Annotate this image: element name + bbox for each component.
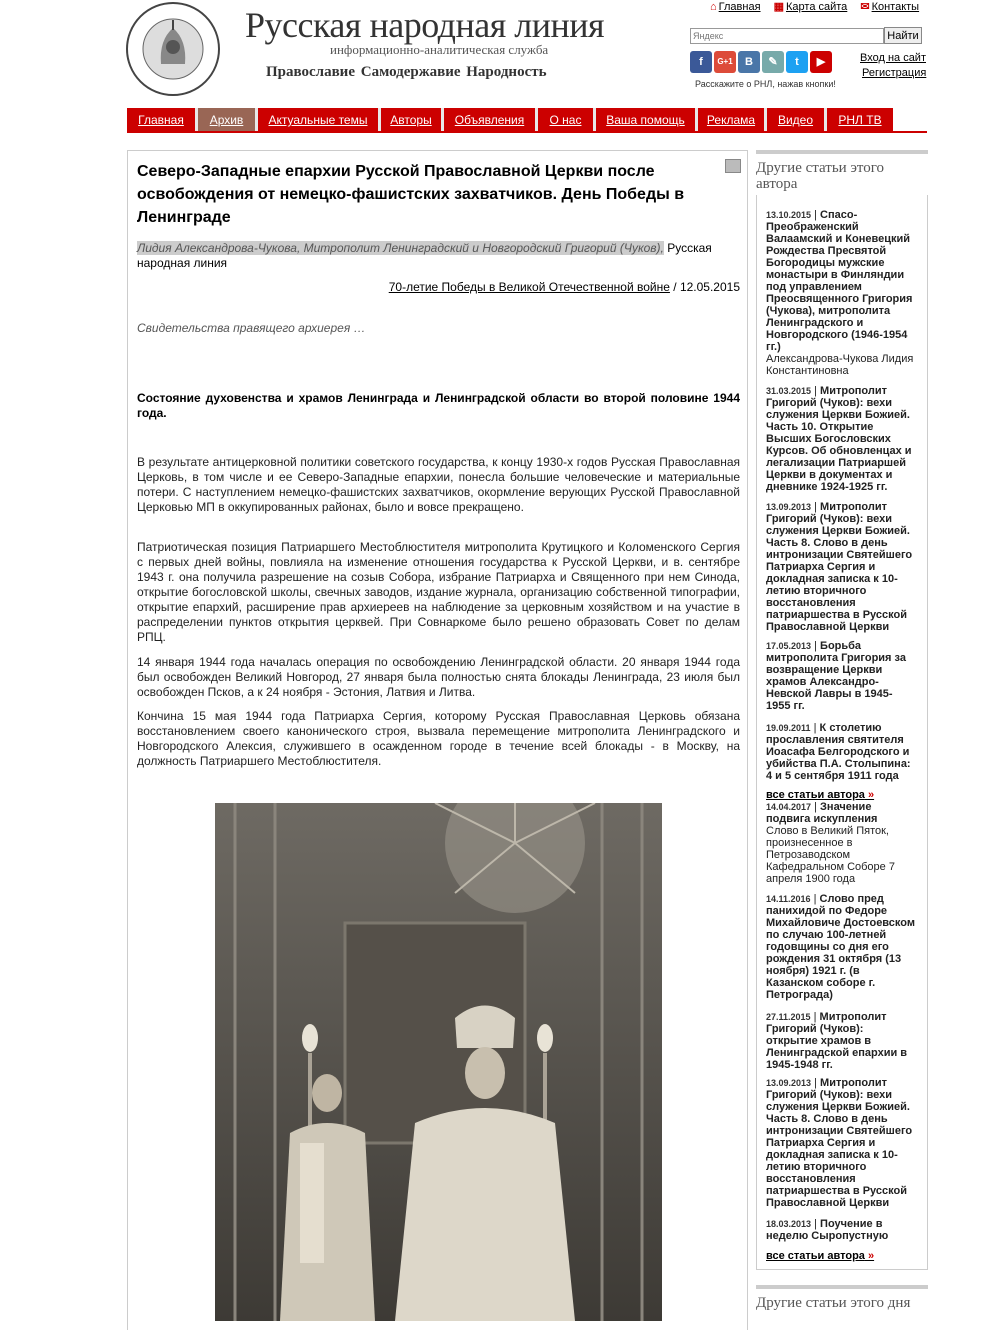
nav-video[interactable]: Видео: [767, 108, 824, 132]
site-motto: Православие Самодержавие Народность: [266, 64, 547, 80]
toplink-home[interactable]: [710, 1, 761, 13]
nav-ads[interactable]: Реклама: [698, 108, 764, 132]
sidebar-author-heading: Другие статьи этого автора: [756, 150, 928, 194]
sidebar-article-title[interactable]: Поучение в неделю Сыропустную: [766, 1218, 889, 1242]
article-paragraph: В результате антицерковной политики советского государства, к концу 1930-х годов Русская Православная Церковь, в том числе и ее Северо-Западные епархии, понесла большие человеческие и материальные потери. С наступлением немецко-фашистских захватчиков, окормление верующих Русской Православной Церковью МП в оккупированных районах, было и вовсе прекращено.: [137, 455, 740, 514]
article-meta: [137, 280, 740, 294]
toplink-sitemap[interactable]: [774, 1, 848, 13]
nav-authors[interactable]: Авторы: [381, 108, 441, 132]
sidebar-article-title[interactable]: Митрополит Григорий (Чуков): вехи служения Церкви Божией. Часть 10. Открытие Высших Богословских Курсов. Об обновленцах и легализации Патриаршей Церкви в документах и дневнике 1924-1925 гг.: [766, 385, 912, 493]
separator: |: [811, 801, 821, 813]
sidebar-article-link[interactable]: [766, 1077, 916, 1209]
login-link[interactable]: Вход на сайт: [860, 52, 926, 64]
article-date: / 12.05.2015: [669, 280, 740, 294]
article-title: Северо-Западные епархии Русской Православной Церкви после освобождения от немецко-фашистских захватчиков. День Победы в Ленинграде: [137, 163, 685, 226]
sidebar-article-date: 14.04.2017: [766, 802, 812, 812]
sidebar-article-date: 14.11.2016: [766, 894, 811, 904]
site-subtitle: информационно-аналитическая служба: [330, 42, 549, 57]
sidebar-article-title[interactable]: Борьба митрополита Григория за возвращение Церкви храмов Александро-Невской Лавры в 1945-1955 гг.: [766, 640, 906, 712]
article-photo: [215, 803, 662, 1321]
sidebar-article-link[interactable]: [766, 1218, 916, 1242]
nav-help[interactable]: Ваша помощь: [596, 108, 695, 132]
all-author-articles-link[interactable]: [766, 789, 874, 801]
sidebar-article-link[interactable]: [766, 501, 916, 633]
sidebar-article-date: 31.03.2015: [766, 386, 812, 396]
sidebar-article-link[interactable]: [766, 801, 916, 885]
nav-rnl-tv[interactable]: РНЛ ТВ: [827, 108, 893, 132]
vkontakte-icon[interactable]: В: [738, 51, 760, 73]
nav-topics[interactable]: Актуальные темы: [258, 108, 378, 132]
all-author-articles-label[interactable]: все статьи автора: [766, 1250, 865, 1262]
sidebar-article-date: 19.09.2011: [766, 723, 811, 733]
sidebar-article-title[interactable]: Значение подвига искупления: [766, 801, 878, 825]
site-title[interactable]: Русская народная линия: [245, 5, 605, 45]
sidebar-article-link[interactable]: [766, 640, 916, 712]
separator: |: [811, 640, 821, 652]
all-author-articles-label[interactable]: все статьи автора: [766, 789, 865, 801]
sidebar-article-title[interactable]: Митрополит Григорий (Чуков): открытие храмов в Ленинградской епархии в 1945-1948 гг.: [766, 1011, 908, 1071]
article-paragraph: 14 января 1944 года началась операция по освобождению Ленинградской области. 20 января 1944 года был освобожден Великий Новгород, 27 января была полностью снята блокады Ленинграда, 23 июля был освобожден Псков, а к 24 ноября - Эстония, Латвия и Литва.: [137, 655, 740, 699]
social-note: Расскажите о РНЛ, нажав кнопки!: [695, 79, 836, 89]
home-icon: ⌂: [710, 1, 717, 13]
sidebar-article-date: 17.05.2013: [766, 641, 812, 651]
contacts-icon: ✉: [860, 1, 870, 13]
sidebar-article-link[interactable]: [766, 209, 916, 377]
sitemap-icon: ▦: [773, 1, 784, 13]
article-byline: [137, 241, 740, 271]
search-input[interactable]: [690, 28, 884, 44]
separator: |: [811, 1218, 821, 1230]
main-nav: [127, 108, 893, 132]
sidebar-article-date: 18.03.2013: [766, 1219, 812, 1229]
separator: |: [811, 385, 821, 397]
sidebar-article-link[interactable]: [766, 893, 916, 1001]
all-author-articles-link[interactable]: [766, 1250, 874, 1262]
article-rubric[interactable]: 70-летие Победы в Великой Отечественной войне: [388, 280, 670, 294]
sidebar-article-subtitle: Слово в Великий Пяток, произнесенное в Петрозаводском Кафедральном Соборе 7 апреля 1900 года: [766, 825, 895, 885]
sidebar-article-link[interactable]: [766, 1011, 916, 1071]
toplink-sitemap-label[interactable]: Карта сайта: [786, 1, 848, 13]
sidebar-article-title[interactable]: Митрополит Григорий (Чуков): вехи служения Церкви Божией. Часть 8. Слово в день интронизации Святейшего Патриарха Сергия и докладная записка к 10-летию вторичного восстановления патриаршества в Русской Православной Церкви: [766, 501, 913, 633]
article-subhead: Состояние духовенства и храмов Ленинграда и Ленинградской области во второй половине 1944 года.: [137, 391, 740, 420]
article-teaser: Свидетельства правящего архиерея …: [137, 321, 366, 335]
article-source: Русская народная линия: [137, 241, 712, 270]
nav-archive[interactable]: Архив: [198, 108, 255, 132]
livejournal-icon[interactable]: ✎: [762, 51, 784, 73]
article-authors[interactable]: Лидия Александрова-Чукова, Митрополит Ленинградский и Новгородский Григорий (Чуков),: [137, 241, 664, 255]
toplink-home-label[interactable]: Главная: [718, 1, 761, 13]
arrow-right-icon: »: [864, 1250, 875, 1262]
separator: |: [810, 1011, 820, 1023]
nav-about[interactable]: О нас: [538, 108, 593, 132]
google-plus-icon[interactable]: G+1: [714, 51, 736, 73]
separator: |: [811, 1077, 821, 1089]
sidebar-article-title[interactable]: Слово пред панихидой по Федоре Михайловиче Достоевском по случаю 100-летней годовщины со дня его рождения 31 октября (13 ноября) 1921 г. (в Казанском соборе г. Петрограда): [766, 893, 915, 1001]
separator: |: [810, 722, 820, 734]
twitter-icon[interactable]: t: [786, 51, 808, 73]
arrow-right-icon: »: [864, 789, 875, 801]
sidebar-day-heading: Другие статьи этого дня: [756, 1285, 928, 1315]
nav-home[interactable]: Главная: [127, 108, 195, 132]
article-paragraph: Патриотическая позиция Патриаршего Местоблюстителя митрополита Крутицкого и Коломенского Сергия с первых дней войны, повлияла на изменение отношения государства к Русской Церкви, и в. сентябре 1943 г. она получила разрешение на созыв Собора, избрание Патриарха и Священного при нем Синода, открытие богословской школы, свечных заводов, издание журнала, организацию собственной типографии, открытие епархий, расширение прав архиереев на наблюдение за церковным хозяйством и на участие в распределении пунктов открытия церквей. При Совнаркоме было решено образовать Совет по делам РПЦ.: [137, 540, 740, 644]
sidebar-article-title[interactable]: Спасо-Преображенский Валаамский и Коневецкий Рождества Пресвятой Богородицы мужские монастыри в Финляндии под управлением Преосвященного Григория (Чукова), митрополита Ленинградского и Новгородского (1946-1954 гг.): [766, 209, 913, 353]
toplink-contacts-label[interactable]: Контакты: [871, 1, 920, 13]
separator: |: [811, 501, 821, 513]
nav-divider: [127, 131, 927, 133]
nav-announcements[interactable]: Объявления: [444, 108, 535, 132]
separator: |: [810, 893, 820, 905]
facebook-icon[interactable]: f: [690, 51, 712, 73]
sidebar-article-date: 13.10.2015: [766, 210, 812, 220]
sidebar-article-link[interactable]: [766, 385, 916, 493]
article-paragraph: Кончина 15 мая 1944 года Патриарха Сергия, которому Русская Православная Церковь обязана восстановлением своего канонического строя, вызвала перемещение митрополита Ленинградского и Новгородского Алексия, служившего в осажденном городе в течение всей блокады - в Москву, на должность Патриаршего Местоблюстителя.: [137, 709, 740, 768]
sidebar-article-title[interactable]: К столетию прославления святителя Иоасафа Белгородского и убийства П.А. Столыпина: 4 и 5 сентября 1911 года: [766, 722, 911, 782]
top-links: [700, 0, 919, 13]
toplink-contacts[interactable]: [860, 1, 919, 13]
register-link[interactable]: Регистрация: [862, 67, 927, 79]
sidebar-article-title[interactable]: Митрополит Григорий (Чуков): вехи служения Церкви Божией. Часть 8. Слово в день интронизации Святейшего Патриарха Сергия и докладная записка к 10-летию вторичного восстановления патриаршества в Русской Православной Церкви: [766, 1077, 913, 1209]
youtube-icon[interactable]: ▶: [810, 51, 832, 73]
sidebar-article-date: 27.11.2015: [766, 1012, 811, 1022]
sidebar-article-date: 13.09.2013: [766, 1078, 812, 1088]
separator: |: [811, 209, 821, 221]
site-logo[interactable]: [125, 0, 221, 98]
search-button[interactable]: Найти: [884, 27, 922, 44]
sidebar-article-date: 13.09.2013: [766, 502, 812, 512]
print-icon[interactable]: [725, 159, 741, 173]
sidebar-article-subtitle: Александрова-Чукова Лидия Константиновна: [766, 353, 914, 377]
sidebar-article-link[interactable]: [766, 722, 916, 782]
